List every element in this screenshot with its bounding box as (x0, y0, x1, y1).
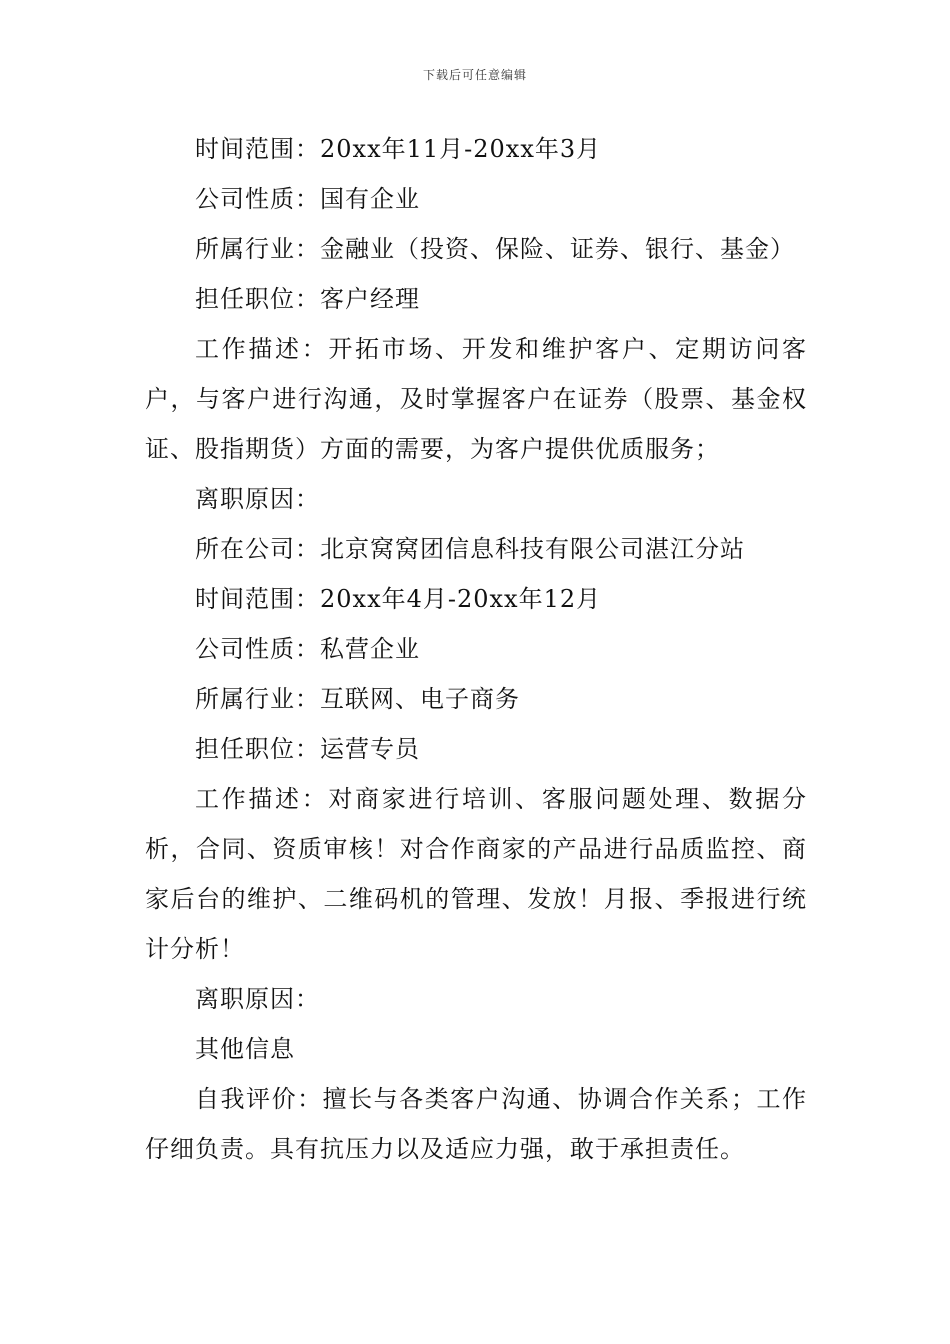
position-2: 担任职位：运营专员 (195, 735, 420, 763)
position-1: 担任职位：客户经理 (195, 285, 420, 313)
time-range-2: 时间范围：20xx年4月-20xx年12月 (195, 585, 602, 613)
leave-reason-1: 离职原因： (195, 485, 320, 513)
header-note: 下载后可任意编辑 (422, 68, 527, 82)
company-type-2: 公司性质：私营企业 (195, 635, 420, 663)
industry-1: 所属行业：金融业（投资、保险、证券、银行、基金） (195, 235, 795, 263)
job-description-2: 工作描述：对商家进行培训、客服问题处理、数据分析，合同、资质审核！对合作商家的产品进行品质监控、商家后台的维护、二维码机的管理、发放！月报、季报进行统计分析！ (145, 785, 807, 963)
company-name-2: 所在公司：北京窝窝团信息科技有限公司湛江分站 (195, 535, 745, 563)
leave-reason-2: 离职原因： (195, 985, 320, 1013)
other-info-heading: 其他信息 (195, 1035, 295, 1063)
company-type-1: 公司性质：国有企业 (195, 185, 420, 213)
document-body (145, 124, 807, 1174)
time-range-1: 时间范围：20xx年11月-20xx年3月 (195, 135, 602, 163)
job-description-1: 工作描述：开拓市场、开发和维护客户、定期访问客户，与客户进行沟通，及时掌握客户在证券（股票、基金权证、股指期货）方面的需要，为客户提供优质服务； (145, 335, 807, 463)
industry-2: 所属行业：互联网、电子商务 (195, 685, 520, 713)
self-evaluation: 自我评价：擅长与各类客户沟通、协调合作关系；工作仔细负责。具有抗压力以及适应力强，敢于承担责任。 (145, 1085, 807, 1163)
